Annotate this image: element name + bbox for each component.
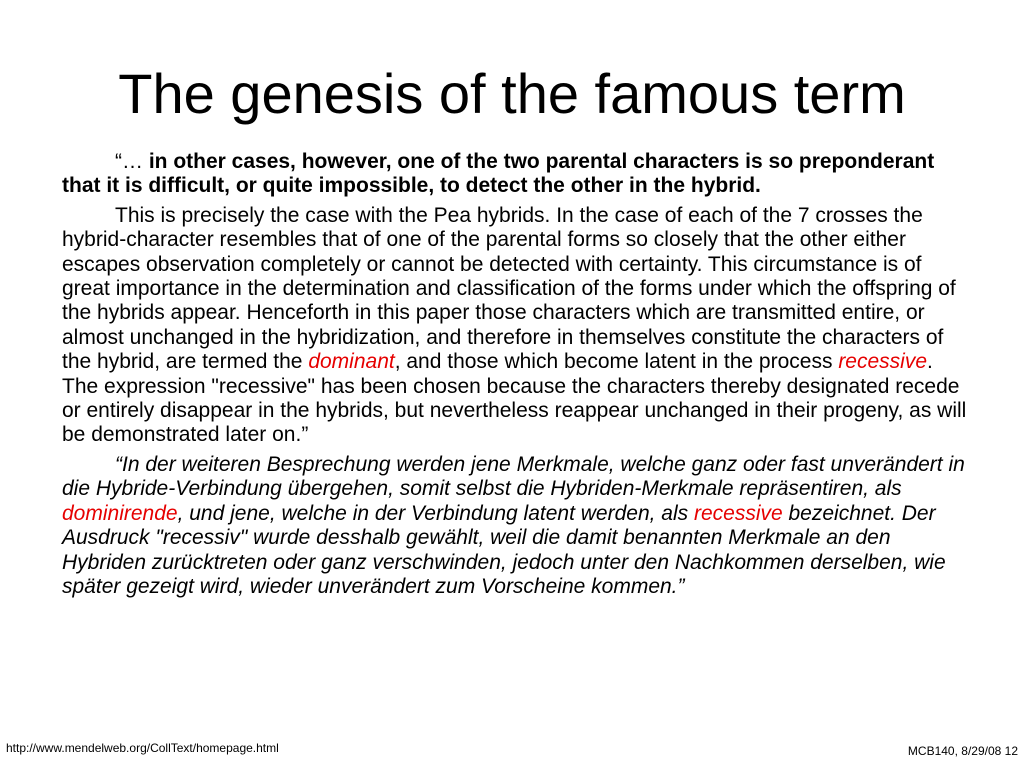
german-text-part3: bezeichnet. Der Ausdruck "recessiv" wurde desshalb gewählt, weil die damit benannten Merkmale an den Hybriden zurücktreten oder ganz verschwinden, jedoch unter den Nachkommen derselben, wie später gezeigt wird, wieder unverändert zum Vorscheine kommen.” [62, 501, 946, 598]
term-recessive: recessive [838, 350, 928, 374]
german-quote-paragraph [62, 453, 974, 599]
slide-info: MCB140, 8/29/08 12 [907, 744, 1018, 758]
english-text-part2: , and those which become latent in the process [394, 350, 839, 374]
quote-lead: “… [115, 150, 149, 173]
term-dominant: dominant [308, 350, 395, 374]
english-text-part1: This is precisely the case with the Pea hybrids. In the case of each of the 7 crosses the hybrid-character resembles that of one of the parental forms so closely that the other either escapes observation completely or cannot be detected with certainty. This circumstance is of great importance in the determination and classification of the forms under which the offspring of the hybrids appear. Henceforth in this paper those characters which are transmitted entire, or almost unchanged in the hybridization, and therefore in themselves constitute the characters of the hybrid, are termed the [62, 203, 956, 374]
slide-title: The genesis of the famous term [118, 62, 906, 125]
english-text-part3: . The expression "recessive" has been chosen because the characters thereby designated recede or entirely disappear in the hybrids, but nevertheless reappear unchanged in their progeny, as will be demonstrated later on.” [62, 350, 967, 447]
quote-intro-paragraph [62, 150, 974, 199]
german-text-part1: “In der weiteren Besprechung werden jene Merkmale, welche ganz oder fast unverändert in die Hybride-Verbindung übergehen, somit selbst die Hybriden-Merkmale repräsentiren, als [62, 452, 965, 501]
german-text-part2: , und jene, welche in der Verbindung latent werden, als [177, 501, 694, 525]
quote-bold-text: in other cases, however, one of the two parental characters is so preponderant that it is difficult, or quite impossible, to detect the other in the hybrid. [62, 150, 935, 198]
term-dominirende: dominirende [62, 501, 178, 525]
source-url: http://www.mendelweb.org/CollText/homepage.html [6, 741, 279, 755]
slide-body [62, 150, 974, 604]
term-recessive-german: recessive [693, 501, 783, 525]
english-quote-paragraph [62, 204, 974, 448]
